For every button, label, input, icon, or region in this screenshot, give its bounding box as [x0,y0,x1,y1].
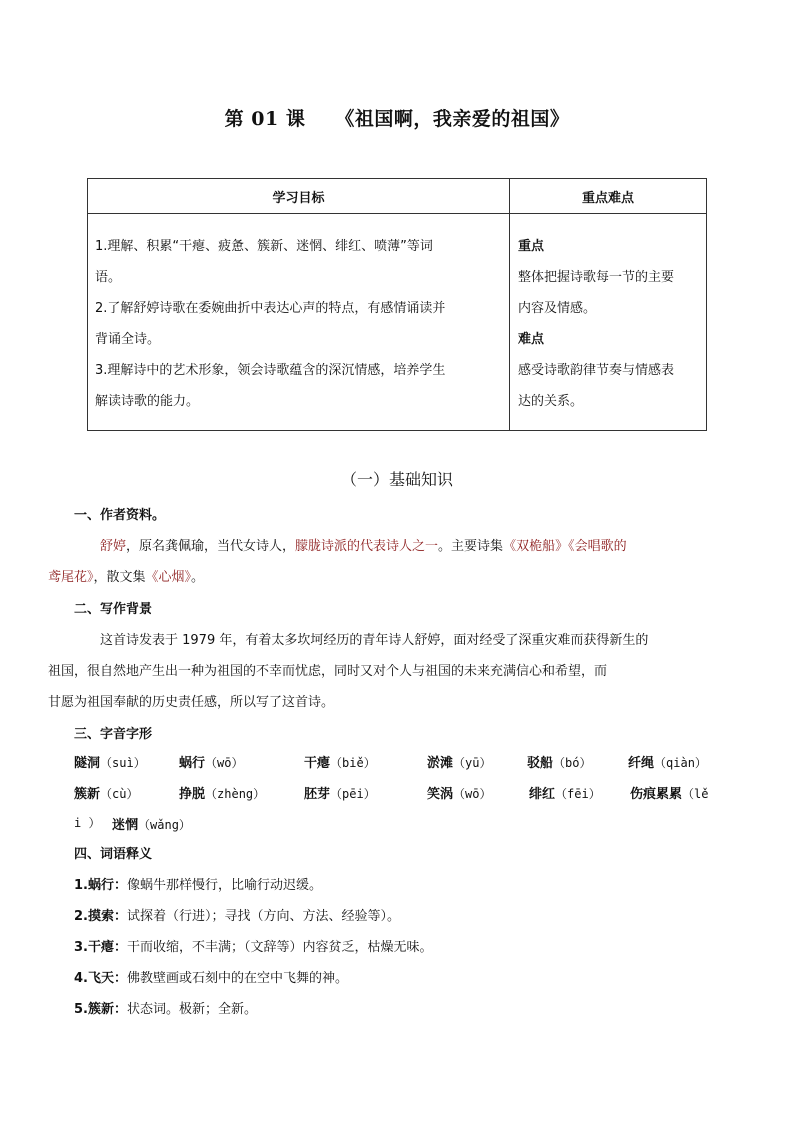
phonetic-item [628,752,707,771]
phonetic-pinyin: （lě [682,787,709,801]
goal-line: 1.理解、积累“干瘪、疲惫、簇新、迷惘、绯红、喷薄”等词 [95,239,433,254]
definition-item [74,932,724,963]
phonetic-word: 蜗行 [179,756,206,771]
phonetic-word: 纤绳 [628,756,655,771]
phonetic-pinyin-wrap: i ） [74,816,101,830]
goals-cell [88,214,510,431]
key-line: 内容及情感。 [518,301,597,316]
phonetic-item [304,783,376,802]
goal-line: 语。 [95,270,122,285]
prose-collection: 《心烟》 [145,570,192,585]
key-label: 重点 [518,239,545,254]
definitions-heading: 四、词语释义 [74,847,153,862]
phonetic-item [179,752,243,771]
phonetic-pinyin: （yū） [453,756,492,770]
author-text: 。主要诗集 [438,539,504,554]
key-line: 整体把握诗歌每一节的主要 [518,270,675,285]
phonetic-word: 胚芽 [304,787,331,802]
phonetic-pinyin: （biě） [330,756,376,770]
phonetic-pinyin: （suì） [100,756,146,770]
phonetic-pinyin: （pēi） [330,787,376,801]
phonetic-item [74,814,100,831]
goals-table [87,178,707,431]
definition-text: 像蜗牛那样慢行，比喻行动迟缓。 [126,878,322,893]
goal-line: 解读诗歌的能力。 [95,394,200,409]
phonetic-item [304,752,376,771]
definitions-list [74,870,724,1025]
goal-line: 2.了解舒婷诗歌在委婉曲折中表达心声的特点，有感情诵读并 [95,301,446,316]
phonetic-item [427,752,491,771]
phonetic-pinyin: （cù） [100,787,139,801]
page-title [0,104,794,131]
goal-line: 背诵全诗。 [95,332,161,347]
definition-term: 4.飞天： [74,971,127,986]
author-text: ，散文集 [93,570,146,585]
phonetic-word: 驳船 [527,756,554,771]
phonetic-pinyin: （wǎng） [138,818,191,832]
section-title: （一）基础知识 [340,470,453,489]
key-points-header: 重点难点 [510,179,707,214]
phonetic-word: 簇新 [74,787,101,802]
definition-term: 2.摸索： [74,909,127,924]
author-name: 舒婷 [100,539,127,554]
definition-text: 试探着（行进）；寻找（方向、方法、经验等）。 [126,909,400,924]
author-text: ，原名龚佩瑜，当代女诗人， [126,539,296,554]
poetry-collections: 《双桅船》《会唱歌的 [503,539,627,554]
phonetic-item [179,783,265,802]
definition-term: 5.簇新： [74,1002,127,1017]
content-body [48,505,724,1025]
phonetic-pinyin: （wō） [205,756,244,770]
definition-text: 佛教壁画或石刻中的在空中飞舞的神。 [126,971,348,986]
background-paragraph [48,625,724,718]
poetry-collection-2: 鸢尾花》 [48,570,94,585]
phonetic-word: 淤滩 [427,756,454,771]
phonetic-word: 笑涡 [427,787,454,802]
definition-text: 状态词。极新；全新。 [126,1002,257,1017]
difficulty-line: 达的关系。 [518,394,584,409]
goals-header: 学习目标 [88,179,510,214]
definition-text: 干而收缩，不丰满；（文辞等）内容贫乏，枯燥无味。 [126,940,433,955]
background-line: 这首诗发表于 1979 年，有着太多坎坷经历的青年诗人舒婷，面对经受了深重灾难而获得新生的 [100,633,649,648]
definition-term: 3.干瘪： [74,940,127,955]
phonetic-item [112,814,191,833]
author-heading: 一、作者资料。 [74,508,166,523]
author-text: 。 [191,570,205,585]
definition-item [74,901,724,932]
poetry-school: 朦胧诗派的代表诗人之一 [295,539,439,554]
phonetic-word: 干瘪 [304,756,331,771]
phonetic-item [74,783,138,802]
phonetics-heading: 三、字音字形 [74,727,153,742]
definition-item [74,870,724,901]
phonetic-item [427,783,491,802]
phonetic-pinyin: （fēi） [555,787,601,801]
definition-item [74,994,724,1025]
phonetic-pinyin: （wō） [453,787,492,801]
definition-item [74,963,724,994]
phonetic-word: 迷惘 [112,818,139,833]
lesson-number: 第 01 课 [224,108,306,130]
phonetic-word: 伤痕累累 [630,787,683,802]
key-points-cell [510,214,707,431]
phonetic-word: 隧洞 [74,756,101,771]
phonetic-word: 绯红 [529,787,556,802]
background-line: 祖国，很自然地产生出一种为祖国的不幸而忧虑，同时又对个人与祖国的未来充满信心和希望，而 [48,664,608,679]
author-paragraph [48,531,724,593]
lesson-name: 《祖国啊，我亲爱的祖国》 [335,108,570,130]
phonetic-word: 挣脱 [179,787,206,802]
phonetic-pinyin: （bó） [553,756,592,770]
phonetic-item [527,752,591,771]
background-heading: 二、写作背景 [74,602,153,617]
phonetic-item [630,783,708,802]
phonetics-grid [74,752,724,848]
phonetic-item [529,783,601,802]
phonetic-item [74,752,146,771]
goal-line: 3.理解诗中的艺术形象，领会诗歌蕴含的深沉情感，培养学生 [95,363,446,378]
background-line: 甘愿为祖国奉献的历史责任感，所以写了这首诗。 [48,695,335,710]
phonetic-pinyin: （zhèng） [205,787,266,801]
phonetic-pinyin: （qiàn） [654,756,707,770]
definition-term: 1.蜗行： [74,878,127,893]
difficulty-line: 感受诗歌韵律节奏与情感表 [518,363,675,378]
difficulty-label: 难点 [518,332,545,347]
